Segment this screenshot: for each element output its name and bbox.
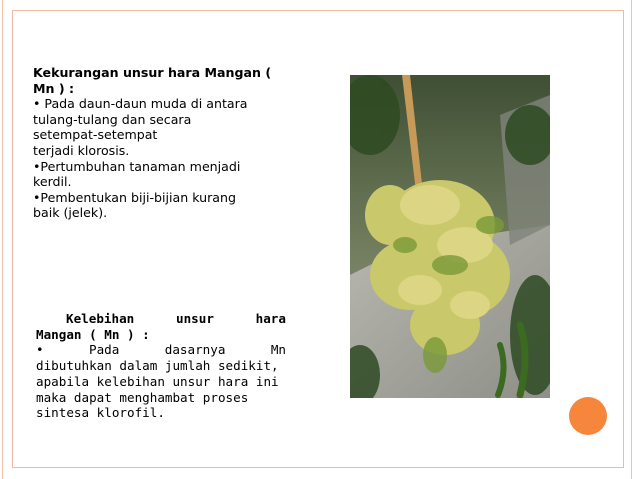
- excess-bullet-line: [36, 342, 286, 358]
- deficiency-line: tulang-tulang dan secara: [33, 111, 192, 127]
- excess-bullet-word: dasarnya: [164, 342, 226, 358]
- deficiency-line: • Pada daun-daun muda di antara: [33, 96, 248, 112]
- deficiency-line: setempat-setempat: [33, 127, 158, 143]
- right-accent-line: [631, 0, 632, 479]
- plant-photo: [350, 75, 550, 398]
- deficiency-line: terjadi klorosis.: [33, 142, 130, 158]
- left-accent-line: [2, 0, 3, 479]
- deficiency-line: kerdil.: [33, 174, 72, 190]
- excess-heading-line2: Mangan ( Mn ) :: [36, 326, 150, 342]
- excess-heading-line1: [36, 311, 286, 327]
- excess-heading-word: Kelebihan: [66, 311, 135, 326]
- deficiency-text-block: [33, 65, 295, 221]
- deficiency-heading-line1: Kekurangan unsur hara Mangan (: [33, 65, 272, 80]
- excess-heading-word: unsur: [175, 311, 214, 326]
- excess-text-block: [36, 311, 286, 421]
- excess-heading-word: hara: [255, 311, 286, 326]
- excess-bullet-word: Pada: [89, 342, 120, 358]
- excess-line: maka dapat menghambat proses: [36, 389, 249, 405]
- plant-photo-drawing: [350, 75, 550, 398]
- deficiency-line: •Pembentukan biji-bijian kurang: [33, 189, 236, 205]
- deficiency-line: •Pertumbuhan tanaman menjadi: [33, 158, 241, 174]
- excess-line: dibutuhkan dalam jumlah sedikit,: [36, 358, 279, 374]
- excess-bullet-word: Mn: [270, 342, 286, 358]
- excess-line: apabila kelebihan unsur hara ini: [36, 373, 279, 389]
- deficiency-line: baik (jelek).: [33, 205, 108, 221]
- deficiency-heading-line2: Mn ) :: [33, 80, 75, 96]
- excess-line: sintesa klorofil.: [36, 405, 165, 421]
- orange-accent-circle: [569, 397, 607, 435]
- excess-bullet-word: •: [36, 342, 44, 358]
